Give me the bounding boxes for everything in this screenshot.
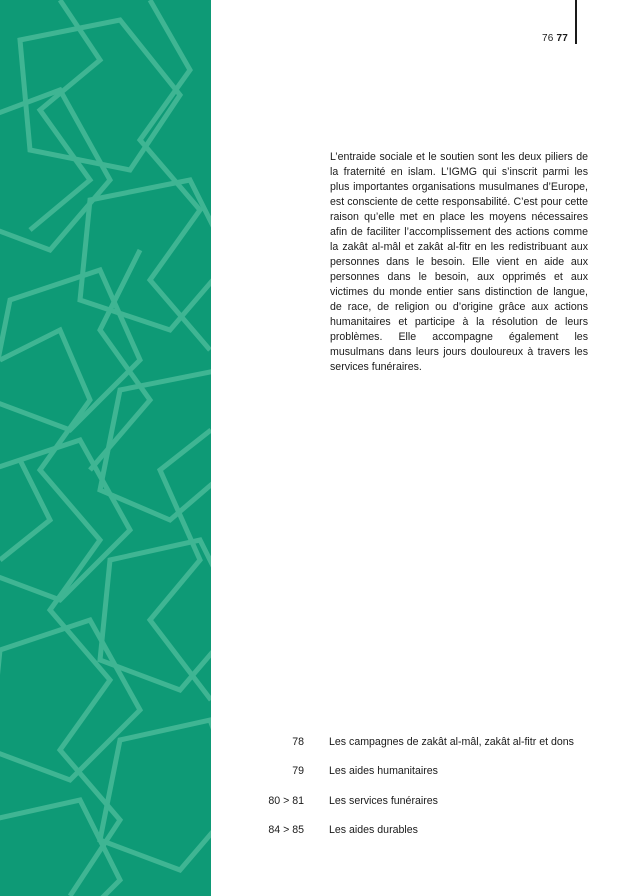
toc-title: Les services funéraires — [329, 794, 438, 807]
toc-page-number: 80 > 81 — [268, 794, 304, 807]
toc-row[interactable] — [240, 765, 620, 794]
decorative-pattern-panel — [0, 0, 211, 896]
geometric-pattern-icon — [0, 0, 211, 896]
toc-page-number: 78 — [292, 736, 304, 748]
toc-row[interactable] — [240, 736, 620, 765]
page-number-right: 77 — [556, 33, 568, 44]
toc-title: Les aides humanitaires — [329, 765, 438, 778]
toc-row[interactable] — [240, 824, 620, 853]
toc-title: Les aides durables — [329, 823, 418, 836]
intro-paragraph: L’entraide sociale et le soutien sont les deux piliers de la fraternité en islam. L’IGMG qui s’inscrit parmi les plus importantes organisations musulmanes d’Europe, est consciente de cette responsabilité. C’est pour cette raison qu’elle met en place les moyens nécessaires afin de faciliter l’accomplissement des actions comme la zakât al-mâl et zakât al-fitr en les redistribuant aux personnes dans le besoin. Elle vient en aide aux personnes dans le besoin, aux opprimés et aux victimes du monde entier sans distinction de langue, de race, de religion ou d’origine grâce aux actions humanitaires et participe à la résolution de leurs problèmes. Elle accompagne également les musulmans dans leurs jours douloureux à travers les services funéraires. — [330, 151, 588, 373]
table-of-contents — [240, 736, 620, 853]
toc-row[interactable] — [240, 795, 620, 824]
toc-page-number: 84 > 85 — [268, 823, 304, 836]
header-rule — [575, 0, 577, 44]
page-number-left: 76 — [541, 33, 554, 44]
toc-title: Les campagnes de zakât al-mâl, zakât al-fitr et dons — [329, 736, 574, 748]
toc-page-number: 79 — [292, 765, 304, 778]
page-numbers — [542, 33, 568, 44]
